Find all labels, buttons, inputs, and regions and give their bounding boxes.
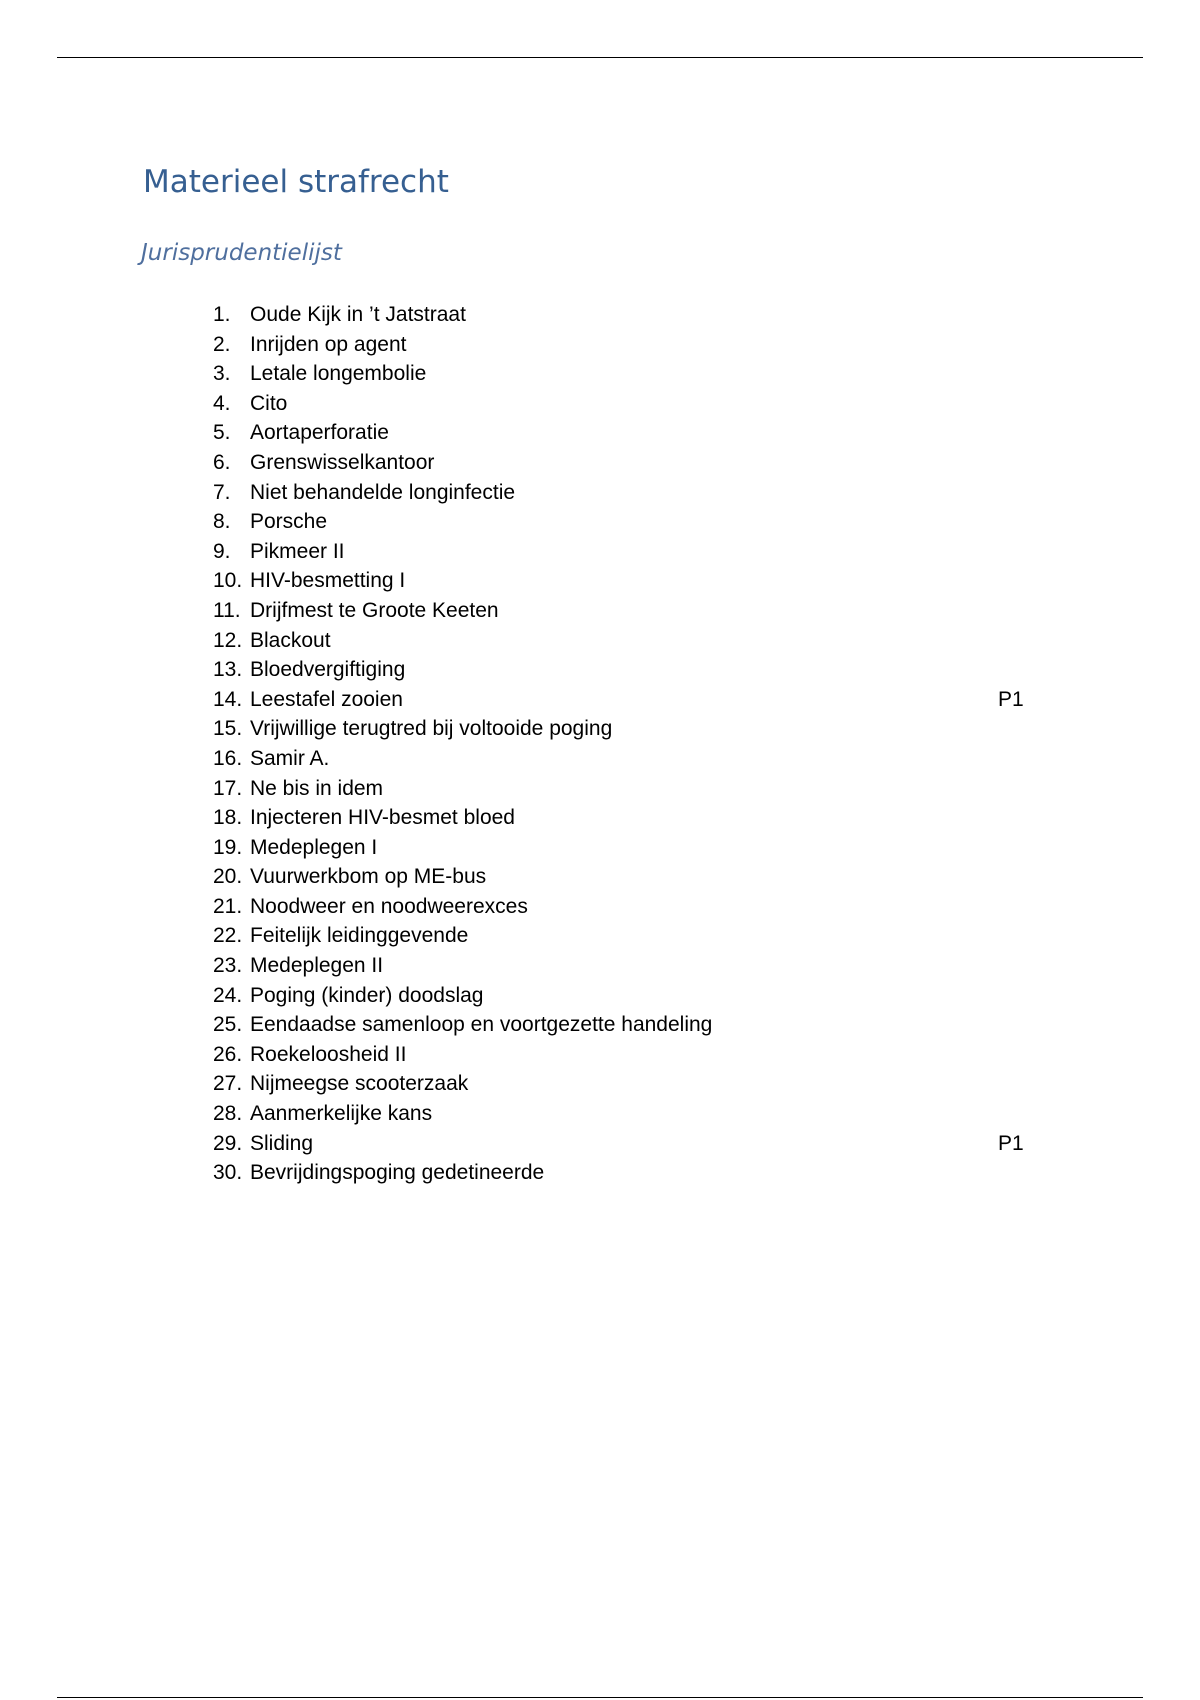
case-number: 25. (213, 1013, 243, 1037)
case-name: Nijmeegse scooterzaak (250, 1072, 469, 1096)
list-item (213, 478, 1043, 508)
case-name: Feitelijk leidinggevende (250, 924, 469, 948)
case-number: 22. (213, 924, 243, 948)
list-item (213, 714, 1043, 744)
case-name: Sliding (250, 1131, 314, 1155)
document-subtitle: Jurisprudentielijst (141, 240, 342, 266)
case-name: Grenswisselkantoor (250, 450, 435, 474)
case-name: Oude Kijk in ’t Jatstraat (250, 303, 466, 326)
case-list (213, 300, 1043, 1188)
footer-rule (57, 1697, 1143, 1698)
case-number: 12. (213, 628, 243, 652)
case-name: Injecteren HIV-besmet bloed (250, 806, 515, 830)
list-item (213, 330, 1043, 360)
case-name: Ne bis in idem (250, 776, 384, 800)
case-number: 13. (213, 658, 243, 682)
list-item (213, 566, 1043, 596)
case-number: 9. (213, 539, 231, 563)
document-title: Materieel strafrecht (143, 164, 449, 200)
case-name: Drijfmest te Groote Keeten (250, 598, 499, 622)
case-number: 17. (213, 776, 243, 800)
case-number: 27. (213, 1072, 243, 1096)
case-name: Leestafel zooien (250, 687, 403, 711)
list-item (213, 1158, 1043, 1188)
case-name: Inrijden op agent (250, 332, 407, 356)
list-item (213, 596, 1043, 626)
case-name: Niet behandelde longinfectie (250, 480, 516, 504)
case-name: Roekeloosheid II (250, 1042, 407, 1066)
case-number: 5. (213, 421, 231, 445)
case-name: Medeplegen II (250, 954, 384, 978)
case-number: 21. (213, 894, 243, 918)
case-name: Aanmerkelijke kans (250, 1102, 433, 1126)
case-number: 20. (213, 865, 243, 889)
case-number: 24. (213, 983, 243, 1007)
case-number: 8. (213, 510, 231, 534)
list-item (213, 774, 1043, 804)
case-number: 6. (213, 450, 231, 474)
case-note: P1 (998, 687, 1024, 711)
case-number: 10. (213, 569, 243, 593)
list-item (213, 803, 1043, 833)
list-item (213, 951, 1043, 981)
case-number: 29. (213, 1131, 243, 1155)
list-item (213, 537, 1043, 567)
list-item (213, 981, 1043, 1011)
case-number: 3. (213, 362, 231, 386)
case-name: Porsche (250, 510, 328, 534)
list-item (213, 655, 1043, 685)
case-number: 16. (213, 746, 243, 770)
case-number: 19. (213, 835, 243, 859)
case-number: 7. (213, 480, 231, 504)
list-item (213, 921, 1043, 951)
list-item (213, 685, 1043, 715)
case-name: Pikmeer II (250, 539, 345, 563)
list-item (213, 300, 1043, 330)
case-number: 28. (213, 1102, 243, 1126)
list-item (213, 892, 1043, 922)
list-item (213, 1129, 1043, 1159)
case-number: 30. (213, 1161, 243, 1185)
case-name: Poging (kinder) doodslag (250, 983, 484, 1007)
list-item (213, 359, 1043, 389)
case-number: 4. (213, 391, 231, 415)
case-name: Aortaperforatie (250, 421, 389, 445)
case-number: 14. (213, 687, 243, 711)
list-item (213, 1069, 1043, 1099)
list-item (213, 833, 1043, 863)
list-item (213, 1099, 1043, 1129)
case-number: 15. (213, 717, 243, 741)
case-name: Cito (250, 391, 288, 415)
list-item (213, 448, 1043, 478)
list-item (213, 418, 1043, 448)
list-item (213, 862, 1043, 892)
case-name: Vrijwillige terugtred bij voltooide poging (250, 717, 613, 741)
list-item (213, 744, 1043, 774)
list-item (213, 626, 1043, 656)
case-name: Medeplegen I (250, 835, 378, 859)
case-number: 2. (213, 332, 231, 356)
case-name: Bevrijdingspoging gedetineerde (250, 1161, 545, 1185)
case-name: Samir A. (250, 746, 330, 770)
case-number: 11. (213, 598, 241, 622)
case-number: 1. (213, 303, 231, 326)
case-number: 26. (213, 1042, 243, 1066)
case-number: 18. (213, 806, 243, 830)
case-name: Noodweer en noodweerexces (250, 894, 528, 918)
case-number: 23. (213, 954, 243, 978)
header-rule (57, 57, 1143, 58)
case-name: Vuurwerkbom op ME-bus (250, 865, 487, 889)
list-item (213, 1010, 1043, 1040)
case-name: Letale longembolie (250, 362, 427, 386)
case-name: HIV-besmetting I (250, 569, 406, 593)
case-name: Eendaadse samenloop en voortgezette handeling (250, 1013, 713, 1037)
list-item (213, 1040, 1043, 1070)
list-item (213, 389, 1043, 419)
case-name: Bloedvergiftiging (250, 658, 406, 682)
case-name: Blackout (250, 628, 331, 652)
list-item (213, 507, 1043, 537)
case-note: P1 (998, 1131, 1024, 1155)
